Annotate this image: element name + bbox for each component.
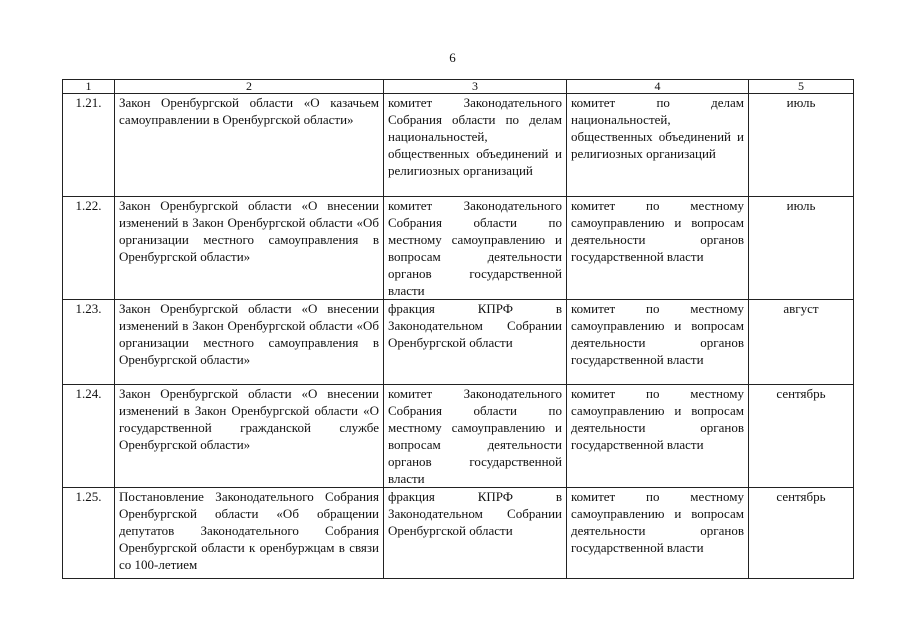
row-number: 1.22. — [63, 197, 115, 300]
responsible-committee: комитет по местному самоуправлению и вопросам деятельности органов государственной власти — [567, 488, 749, 579]
column-header: 5 — [749, 80, 854, 94]
developer: комитет Законодательного Собрания области по делам национальностей, общественных объединений и религиозных организаций — [384, 94, 567, 197]
responsible-committee: комитет по местному самоуправлению и вопросам деятельности органов государственной власти — [567, 385, 749, 488]
row-number: 1.23. — [63, 300, 115, 385]
deadline: сентябрь — [749, 385, 854, 488]
developer: фракция КПРФ в Законодательном Собрании Оренбургской области — [384, 488, 567, 579]
table-header-row — [63, 80, 854, 94]
column-header: 2 — [115, 80, 384, 94]
column-header: 3 — [384, 80, 567, 94]
developer: фракция КПРФ в Законодательном Собрании Оренбургской области — [384, 300, 567, 385]
document-name: Закон Оренбургской области «О казачьем самоуправлении в Оренбургской области» — [115, 94, 384, 197]
row-number: 1.21. — [63, 94, 115, 197]
row-number: 1.25. — [63, 488, 115, 579]
deadline: август — [749, 300, 854, 385]
table-row — [63, 94, 854, 197]
column-header: 4 — [567, 80, 749, 94]
responsible-committee: комитет по местному самоуправлению и вопросам деятельности органов государственной власти — [567, 197, 749, 300]
deadline: июль — [749, 197, 854, 300]
row-number: 1.24. — [63, 385, 115, 488]
developer: комитет Законодательного Собрания области по местному самоуправлению и вопросам деятельности органов государственной власти — [384, 197, 567, 300]
deadline: июль — [749, 94, 854, 197]
document-name: Закон Оренбургской области «О внесении изменений в Закон Оренбургской области «Об организации местного самоуправления в Оренбургской области» — [115, 197, 384, 300]
legislative-plan-table — [62, 79, 854, 579]
responsible-committee: комитет по делам национальностей, общественных объединений и религиозных организаций — [567, 94, 749, 197]
document-name: Закон Оренбургской области «О внесении изменений в Закон Оренбургской области «Об организации местного самоуправления в Оренбургской области» — [115, 300, 384, 385]
developer: комитет Законодательного Собрания области по местному самоуправлению и вопросам деятельности органов государственной власти — [384, 385, 567, 488]
table-row — [63, 488, 854, 579]
document-name: Постановление Законодательного Собрания Оренбургской области «Об обращении депутатов Законодательного Собрания Оренбургской области к оренбуржцам в связи со 100-летием — [115, 488, 384, 579]
table-row — [63, 385, 854, 488]
deadline: сентябрь — [749, 488, 854, 579]
column-header: 1 — [63, 80, 115, 94]
page-number: 6 — [449, 50, 456, 65]
document-name: Закон Оренбургской области «О внесении изменений в Закон Оренбургской области «О государственной гражданской службе Оренбургской области» — [115, 385, 384, 488]
responsible-committee: комитет по местному самоуправлению и вопросам деятельности органов государственной власти — [567, 300, 749, 385]
table-row — [63, 197, 854, 300]
table-row — [63, 300, 854, 385]
